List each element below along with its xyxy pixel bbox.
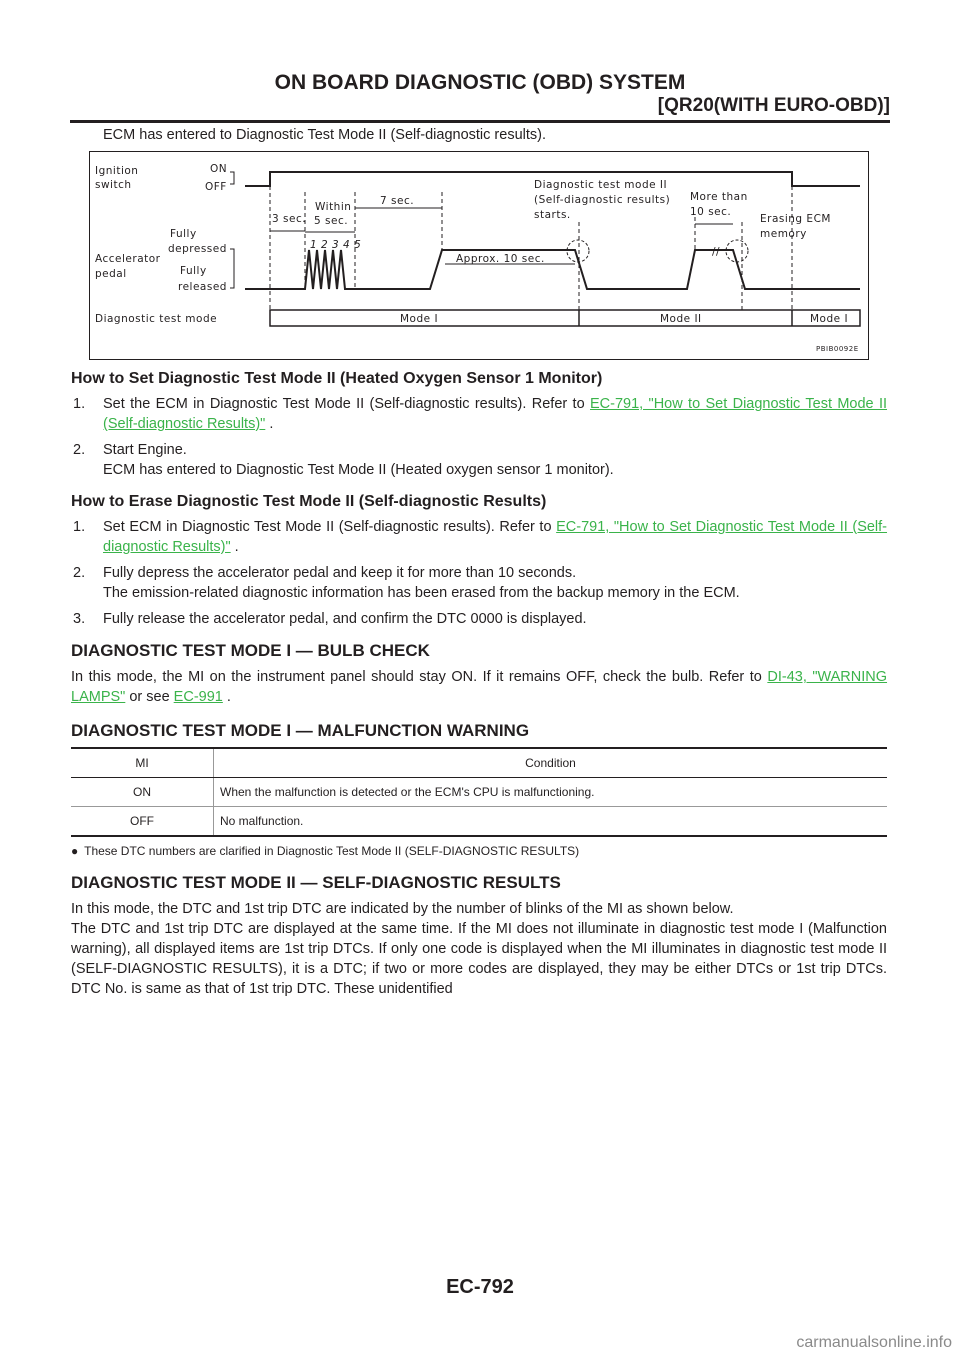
bullet-icon: ● xyxy=(71,844,79,858)
step-text: Set the ECM in Diagnostic Test Mode II (Self-diagnostic results). Refer to xyxy=(103,396,585,412)
label-erasing-1: Erasing ECM xyxy=(760,213,831,225)
label-mode2: Mode II xyxy=(660,313,702,325)
set-mode2-step-2 xyxy=(71,440,887,480)
cell-mi: OFF xyxy=(71,807,214,837)
step-text: Fully release the accelerator pedal, and confirm the DTC 0000 is displayed. xyxy=(103,611,587,627)
label-more-than-2: 10 sec. xyxy=(690,206,732,218)
step-text: Start Engine. xyxy=(103,442,187,458)
erase-step-1 xyxy=(71,517,887,557)
mi-table xyxy=(71,747,887,837)
cell-mi: ON xyxy=(71,778,214,807)
label-more-than-1: More than xyxy=(690,191,748,203)
bulb-end: . xyxy=(222,689,231,705)
link-di-43[interactable]: DI-43, "WARNING LAMPS" xyxy=(71,669,888,705)
step-number: 3. xyxy=(73,611,86,627)
erase-step-2 xyxy=(71,563,887,603)
label-mode1b: Mode I xyxy=(810,313,849,325)
label-break-mark: // xyxy=(712,246,721,258)
erase-step-3 xyxy=(71,609,887,629)
step-text: Set ECM in Diagnostic Test Mode II (Self-diagnostic results). Refer to xyxy=(103,519,552,535)
label-mode2-note-3: starts. xyxy=(534,209,571,221)
heading-bulb-check: DIAGNOSTIC TEST MODE I — BULB CHECK xyxy=(71,641,430,660)
figure-code: PBIB0092E xyxy=(816,345,859,353)
header-rule xyxy=(70,120,890,123)
dtc-note xyxy=(71,841,887,861)
step-text: The emission-related diagnostic information has been erased from the backup memory in the ECM. xyxy=(103,585,740,601)
step-number: 2. xyxy=(73,565,86,581)
label-ignition-1: Ignition xyxy=(95,165,139,177)
label-3sec: 3 sec. xyxy=(272,213,307,225)
main-content xyxy=(71,369,887,1007)
step-text: ECM has entered to Diagnostic Test Mode II (Heated oxygen sensor 1 monitor). xyxy=(103,462,614,478)
label-on: ON xyxy=(210,163,228,175)
timing-diagram-svg xyxy=(90,152,867,358)
table-row xyxy=(71,778,887,807)
set-mode2-step-1 xyxy=(71,394,887,434)
label-count: 1 2 3 4 5 xyxy=(310,239,362,251)
step-number: 2. xyxy=(73,442,86,458)
note-text: These DTC numbers are clarified in Diagnostic Test Mode II (SELF-DIAGNOSTIC RESULTS) xyxy=(84,844,580,858)
heading-malfunction: DIAGNOSTIC TEST MODE I — MALFUNCTION WARNING xyxy=(71,721,530,740)
col-header-condition: Condition xyxy=(214,748,888,778)
col-header-mi: MI xyxy=(71,748,214,778)
step-end: . xyxy=(230,539,239,555)
self-diag-para-1: In this mode, the DTC and 1st trip DTC are indicated by the number of blinks of the MI as shown below. xyxy=(71,901,734,917)
timing-diagram xyxy=(89,151,869,360)
bulb-check-text xyxy=(71,667,887,707)
label-approx: Approx. 10 sec. xyxy=(456,253,545,265)
label-ignition-2: switch xyxy=(95,179,132,191)
label-off: OFF xyxy=(205,181,227,193)
heading-self-diag: DIAGNOSTIC TEST MODE II — SELF-DIAGNOSTIC RESULTS xyxy=(71,873,561,892)
label-accel-2: pedal xyxy=(95,268,127,280)
label-diag-mode: Diagnostic test mode xyxy=(95,313,218,325)
label-within-2: 5 sec. xyxy=(314,215,349,227)
step-end: . xyxy=(265,416,274,432)
link-ec-991[interactable]: EC-991 xyxy=(173,689,223,705)
label-within-1: Within xyxy=(315,201,352,213)
link-ec-791[interactable]: EC-791, "How to Set Diagnostic Test Mode II (Self-diagnostic Results)" xyxy=(103,519,888,555)
heading-erase: How to Erase Diagnostic Test Mode II (Self-diagnostic Results) xyxy=(71,493,547,510)
step-text: Fully depress the accelerator pedal and keep it for more than 10 seconds. xyxy=(103,565,577,581)
label-accel-1: Accelerator xyxy=(95,253,161,265)
page-number: EC-792 xyxy=(446,1276,514,1298)
bulb-text: In this mode, the MI on the instrument panel should stay ON. If it remains OFF, check the bulb. Refer to xyxy=(71,669,762,685)
label-mode1a: Mode I xyxy=(400,313,439,325)
link-ec-791[interactable]: EC-791, "How to Set Diagnostic Test Mode II (Self-diagnostic Results)" xyxy=(103,396,888,432)
label-mode2-note-2: (Self-diagnostic results) xyxy=(534,194,671,206)
label-7sec: 7 sec. xyxy=(380,195,415,207)
header-subtitle: [QR20(WITH EURO-OBD)] xyxy=(657,95,890,116)
header-title: ON BOARD DIAGNOSTIC (OBD) SYSTEM xyxy=(274,71,686,94)
bulb-mid: or see xyxy=(125,689,174,705)
cell-condition: When the malfunction is detected or the ECM's CPU is malfunctioning. xyxy=(214,778,888,807)
step-number: 1. xyxy=(73,396,86,412)
label-released-2: released xyxy=(178,281,227,293)
label-depressed-1: Fully xyxy=(170,228,197,240)
step-number: 1. xyxy=(73,519,86,535)
label-depressed-2: depressed xyxy=(168,243,227,255)
self-diag-para-2: The DTC and 1st trip DTC are displayed at the same time. If the MI does not illuminate in diagnostic test mode I (Malfunction warning), all displayed items are 1st trip DTCs. If only one code is displayed when the MI illuminates in diagnostic test mode II (SELF-DIAGNOSTIC RESULTS), it is a DTC; if two or more codes are displayed, they may be either DTCs or 1st trip DTCs. DTC No. is same as that of 1st trip DTC. These unidentified xyxy=(71,921,887,997)
label-mode2-note-1: Diagnostic test mode II xyxy=(534,179,668,191)
label-released-1: Fully xyxy=(180,265,207,277)
label-erasing-2: memory xyxy=(760,228,807,240)
cell-condition: No malfunction. xyxy=(214,807,888,837)
table-row xyxy=(71,807,887,837)
intro-text: ECM has entered to Diagnostic Test Mode II (Self-diagnostic results). xyxy=(103,127,546,143)
watermark: carmanualsonline.info xyxy=(796,1334,952,1351)
heading-set-mode2: How to Set Diagnostic Test Mode II (Heated Oxygen Sensor 1 Monitor) xyxy=(71,370,603,387)
